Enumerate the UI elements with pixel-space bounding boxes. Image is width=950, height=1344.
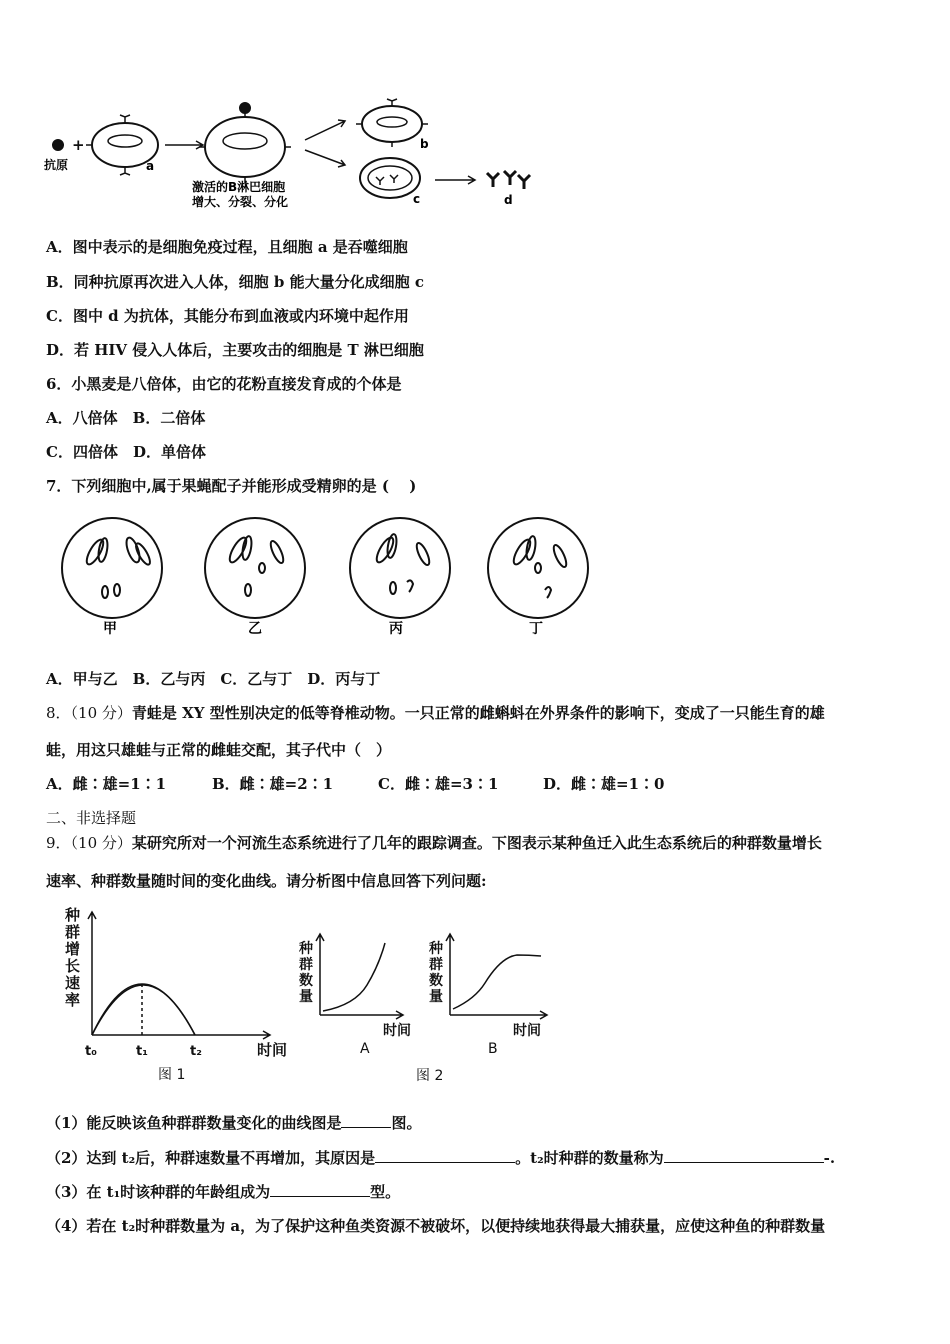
q9-sub2-mid: 。t₂时种群的数量称为 (515, 1149, 664, 1167)
fig1-caption: 图 1 (158, 1067, 186, 1083)
fig1-ylabel-1: 种 (65, 906, 81, 924)
q8-stem-line2: 蛙，用这只雄蛙与正常的雌蛙交配，其子代中（ ） (46, 741, 392, 759)
fig1-ylabel-5: 速 (65, 974, 81, 992)
fig2-caption: 图 2 (416, 1068, 444, 1084)
fig2-curve-b (453, 955, 541, 1009)
cell-ding (488, 518, 588, 618)
fig1-xlabel: 时间 (257, 1041, 288, 1059)
fig2-panel-b: B (488, 1041, 498, 1057)
fig1-t0: t₀ (85, 1044, 97, 1059)
fig2b-ylabel-3: 数 (429, 973, 443, 989)
cell-ding-label: 丁 (529, 621, 543, 637)
section-title: 二、非选择题 (46, 809, 137, 827)
q9-sub2-tail: -. (823, 1149, 836, 1167)
q5-option-a: A．图中表示的是细胞免疫过程，且细胞 a 是吞噬细胞 (46, 238, 408, 256)
q9-stem-line1 (46, 832, 822, 853)
q9-sub4: （4）若在 t₂时种群数量为 a，为了保护这种鱼类资源不被破坏，以便持续地获得最大捕获量，应使这种鱼的种群数量 (46, 1217, 826, 1235)
q9-sub3-text: （3）在 t₁时该种群的年龄组成为 (46, 1183, 271, 1201)
q7-options: A．甲与乙 B．乙与丙 C．乙与丁 D．丙与丁 (46, 670, 381, 688)
cell-yi (205, 518, 305, 618)
q9-sub3 (46, 1181, 400, 1202)
q9-sub2-blank1[interactable] (375, 1148, 515, 1163)
q8-option-c: C．雌∶雄=3∶1 (378, 775, 499, 793)
cell-b (362, 106, 422, 142)
population-growth-figure (55, 905, 565, 1090)
fig2b-ylabel-2: 群 (429, 957, 443, 973)
fig2a-xlabel: 时间 (383, 1023, 411, 1039)
immune-process-figure (40, 95, 560, 215)
cell-b-label: b (420, 137, 429, 151)
fig2a-ylabel-2: 群 (299, 957, 313, 973)
fig2-panel-a: A (360, 1041, 370, 1057)
q8-stem-line1 (46, 702, 825, 723)
fig2b-ylabel-4: 量 (429, 989, 443, 1005)
q9-sub2 (46, 1147, 835, 1168)
q9-sub3-tail: 型。 (370, 1183, 401, 1201)
q8-stem-text1: 青蛙是 XY 型性别决定的低等脊椎动物。一只正常的雌蝌蚪在外界条件的影响下，变成了一只能生育的雄 (131, 704, 825, 722)
cell-c-label: c (413, 192, 421, 206)
q8-number: 8．（10 分） (46, 704, 132, 722)
q9-sub1-blank[interactable] (341, 1113, 391, 1128)
q9-sub1-tail: 图。 (391, 1114, 422, 1132)
fig2a-ylabel-3: 数 (299, 973, 313, 989)
q9-sub1-text: （1）能反映该鱼种群群数量变化的曲线图是 (46, 1114, 342, 1132)
fig1-ylabel-4: 长 (65, 957, 81, 975)
q6-stem: 6．小黑麦是八倍体，由它的花粉直接发育成的个体是 (46, 375, 402, 393)
q6-options-cd: C．四倍体 D．单倍体 (46, 443, 206, 461)
fig1-ylabel-3: 增 (65, 940, 81, 958)
q9-number: 9．（10 分） (46, 834, 132, 852)
activated-b-cell (205, 117, 285, 177)
fig2a-ylabel-4: 量 (299, 989, 313, 1005)
q8-option-d: D．雌∶雄=1∶0 (543, 775, 665, 793)
fig1-t1: t₁ (136, 1044, 148, 1059)
item-d-label: d (504, 193, 513, 207)
fig2-curve-a (323, 943, 385, 1011)
q9-sub2-blank2[interactable] (664, 1148, 824, 1163)
cell-bing (350, 518, 450, 618)
fig1-ylabel-6: 率 (65, 991, 81, 1009)
fig2b-ylabel-1: 种 (429, 941, 443, 957)
q7-cells-figure (55, 510, 615, 645)
q9-stem-line2: 速率、种群数量随时间的变化曲线。请分析图中信息回答下列问题: (46, 872, 487, 890)
cell-jia (62, 518, 162, 618)
cell-a-label: a (146, 159, 155, 173)
activated-caption-1: 激活的B淋巴细胞 (192, 180, 286, 194)
cell-jia-label: 甲 (103, 621, 117, 637)
activated-caption-2: 增大、分裂、分化 (192, 195, 289, 209)
antibodies-d (487, 171, 530, 189)
cell-c (360, 158, 420, 198)
q5-option-d: D．若 HIV 侵入人体后，主要攻击的细胞是 T 淋巴细胞 (46, 341, 424, 359)
cell-yi-label: 乙 (248, 621, 262, 637)
q9-sub1 (46, 1112, 421, 1133)
fig2a-ylabel-1: 种 (299, 941, 313, 957)
antigen-label: 抗原 (44, 158, 69, 172)
q9-sub2-text: （2）达到 t₂后，种群速数量不再增加，其原因是 (46, 1149, 376, 1167)
cell-bing-label: 丙 (389, 621, 403, 637)
svg-text:+: + (72, 136, 85, 154)
fig1-ylabel-2: 群 (65, 923, 81, 941)
q6-options-ab: A．八倍体 B．二倍体 (46, 409, 206, 427)
antigen-dot (53, 140, 63, 150)
q7-stem: 7．下列细胞中,属于果蝇配子并能形成受精卵的是 ( ) (46, 477, 417, 495)
q8-option-a: A．雌∶雄=1∶1 (46, 775, 167, 793)
q9-sub3-blank[interactable] (270, 1182, 370, 1197)
fig2b-xlabel: 时间 (513, 1023, 541, 1039)
q5-option-b: B．同种抗原再次进入人体，细胞 b 能大量分化成细胞 c (46, 273, 424, 291)
q5-option-c: C．图中 d 为抗体，其能分布到血液或内环境中起作用 (46, 307, 409, 325)
q8-option-b: B．雌∶雄=2∶1 (212, 775, 334, 793)
fig1-t2: t₂ (190, 1044, 202, 1059)
q9-stem-text1: 某研究所对一个河流生态系统进行了几年的跟踪调查。下图表示某种鱼迁入此生态系统后的种群数量增长 (131, 834, 822, 852)
